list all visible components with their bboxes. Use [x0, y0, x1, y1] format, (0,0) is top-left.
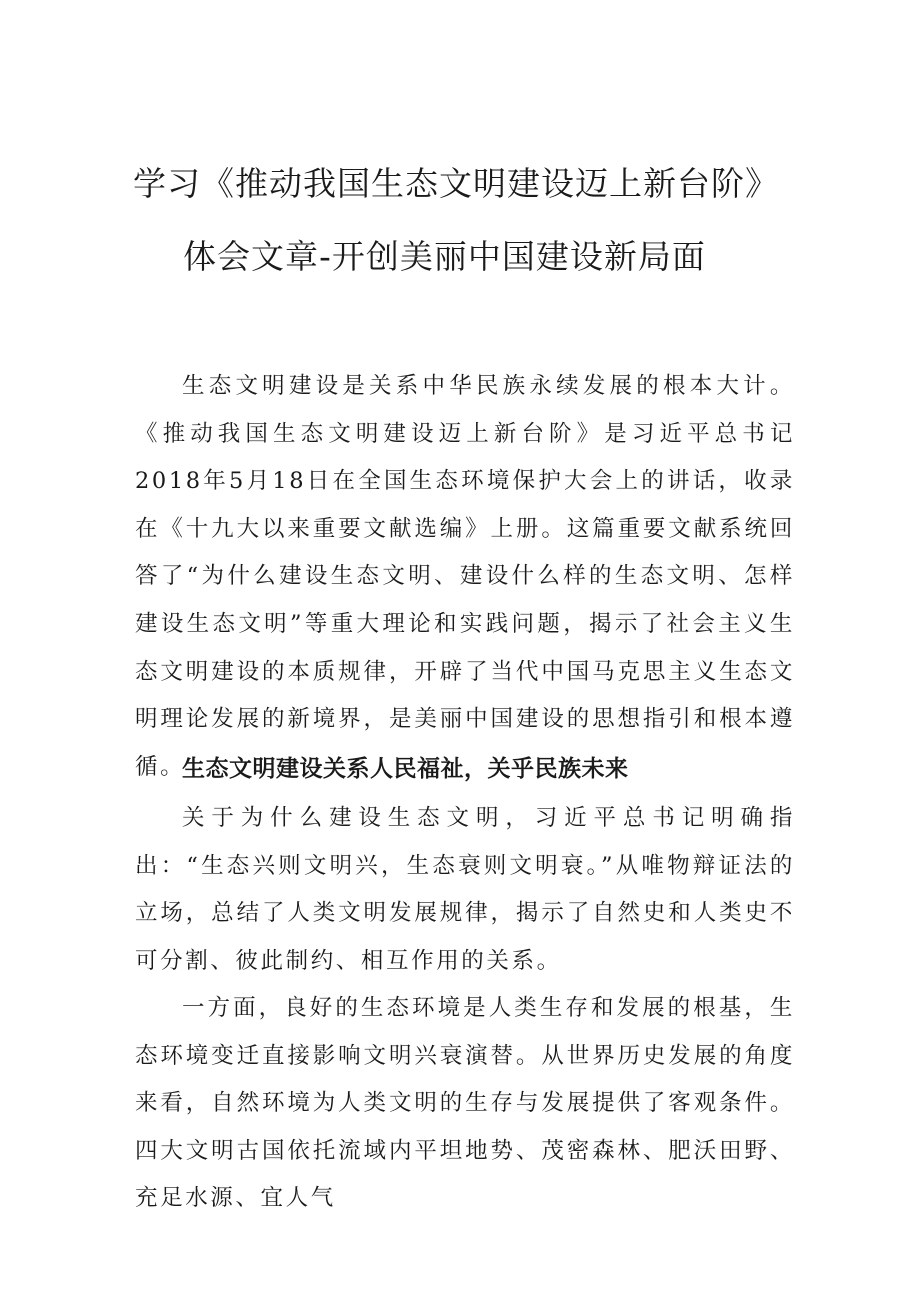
document-title-line-2: 体会文章-开创美丽中国建设新局面	[183, 237, 706, 276]
body-paragraph-2: 关于为什么建设生态文明，习近平总书记明确指出：“生态兴则文明兴，生态衰则文明衰。”从唯物辩证法的立场，总结了人类文明发展规律，揭示了自然史和人类史不可分割、彼此制约、相互作用的关系。	[135, 805, 795, 974]
body-paragraph-1: 生态文明建设是关系中华民族永续发展的根本大计。《推动我国生态文明建设迈上新台阶》是习近平总书记2018年5月18日在全国生态环境保护大会上的讲话，收录在《十九大以来重要文献选编》上册。这篇重要文献系统回答了“为什么建设生态文明、建设什么样的生态文明、怎样建设生态文明”等重大理论和实践问题，揭示了社会主义生态文明建设的本质规律，开辟了当代中国马克思主义生态文明理论发展的新境界，是美丽中国建设的思想指引和根本遵循。	[135, 373, 795, 780]
document-title-line-1: 学习《推动我国生态文明建设迈上新台阶》	[133, 164, 779, 203]
body-paragraph-3: 一方面，良好的生态环境是人类生存和发展的根基，生态环境变迁直接影响文明兴衰演替。从世界历史发展的角度来看，自然环境为人类文明的生存与发展提供了客观条件。四大文明古国依托流域内平坦地势、茂密森林、肥沃田野、充足水源、宜人气	[135, 995, 795, 1212]
section-heading: 生态文明建设关系人民福祉，关乎民族未来	[182, 756, 629, 782]
